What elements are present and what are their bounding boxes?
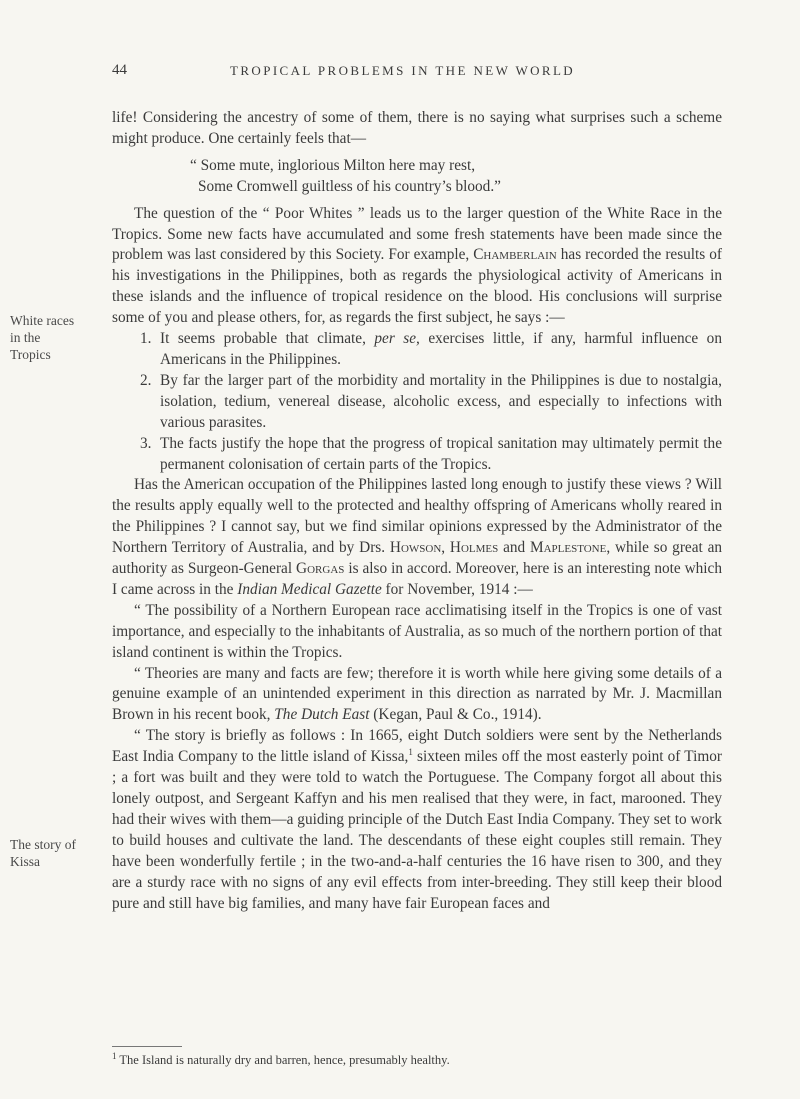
author-name: Gorgas: [296, 560, 345, 578]
verse-line: Some Cromwell guiltless of his country’s blood.”: [198, 177, 501, 195]
author-name: Chamberlain: [473, 246, 557, 264]
page-header: [112, 62, 722, 84]
paragraph: The question of the “ Poor Whites ” leads us to the larger question of the White Race in the Tropics. Some new facts have accumulated and some fresh statements have been made since the problem was last considered by this Society. For example, Chamberlain has recorded the results of his investigations in the Philippines, both as regards the physiological activity of Americans in these islands and the influence of tropical residence on the blood. His conclusions will surprise some of you and please others, for, as regards the first subject, he says :—: [112, 204, 722, 327]
verse-quote: [146, 156, 722, 198]
footnote-mark: 1: [408, 747, 413, 758]
author-name: Maplestone: [529, 539, 607, 557]
page-number: 44: [112, 62, 127, 78]
paragraph: “ The story is briefly as follows : In 1665, eight Dutch soldiers were sent by the Netherlands East India Company to the little island of Kissa,$^1$ sixteen miles off the most easterly point of Timor ; a fort was built and they were told to watch the Portuguese. The Company forgot all about this lonely outpost, and Sergeant Kaffyn and his men realised that they were, in fact, marooned. They had their wives with them—a guiding principle of the Dutch East India Company. They set to work to build houses and cultivate the land. The descendants of these eight couples still remain. They have been wonderfully fertile ; in the two-and-a-half centuries the 16 have risen to 300, and they are a sturdy race with no signs of any evil effects from inter-breeding. They still keep their blood pure and still have big families, and many have fair European faces and: [112, 727, 722, 912]
list-item: 1. It seems probable that climate, per se, exercises little, if any, harmful influence on Americans in the Philippines.: [140, 330, 722, 368]
paragraph: “ The possibility of a Northern European race acclimatising itself in the Tropics is one of vast importance, and especially to the inhabitants of Australia, as so much of the northern portion of that island continent is within the Tropics.: [112, 601, 723, 661]
paragraph: “ Theories are many and facts are few; therefore it is worth while here giving some details of a genuine example of an unintended experiment in this direction as narrated by Mr. J. Macmillan Brown in his recent book, The Dutch East (Kegan, Paul & Co., 1914).: [112, 664, 722, 724]
journal-title: Indian Medical Gazette: [237, 580, 382, 598]
author-names: Howson, Holmes: [389, 539, 499, 557]
footnote: $^1$ The Island is naturally dry and barren, hence, presumably healthy.: [112, 1050, 450, 1067]
list-item: 3. The facts justify the hope that the progress of tropical sanitation may ultimately permit the permanent colonisation of certain parts of the Tropics.: [140, 434, 722, 473]
margin-note-kissa: The story of Kissa: [10, 837, 76, 869]
margin-note-white-races: White races in the Tropics: [10, 313, 75, 362]
paragraph: life! Considering the ancestry of some of them, there is no saying what surprises such a scheme might produce. One certainly feels that—: [112, 109, 722, 147]
body-text: [112, 108, 722, 914]
running-head: TROPICAL PROBLEMS IN THE NEW WORLD: [230, 63, 576, 78]
paragraph: Has the American occupation of the Philippines lasted long enough to justify these views ? Will the results apply equally well to the protected and healthy offspring of Americans wholly reared in the Philippines ? I cannot say, but we find similar opinions expressed by the Administrator of the Northern Territory of Australia, and by Drs. Howson, Holmes and Maplestone, while so great an authority as Surgeon-General Gorgas is also in accord. Moreover, here is an interesting note which I came across in the Indian Medical Gazette for November, 1914 :—: [112, 476, 723, 598]
verse-line: “ Some mute, inglorious Milton here may rest,: [190, 156, 476, 174]
footnote-rule: [112, 1046, 182, 1047]
book-title: The Dutch East: [274, 706, 370, 724]
numbered-list: [112, 329, 722, 475]
list-item: 2. By far the larger part of the morbidity and mortality in the Philippines is due to nostalgia, isolation, tedium, venereal disease, alcoholic excess, and especially to infections with various parasites.: [140, 371, 722, 431]
